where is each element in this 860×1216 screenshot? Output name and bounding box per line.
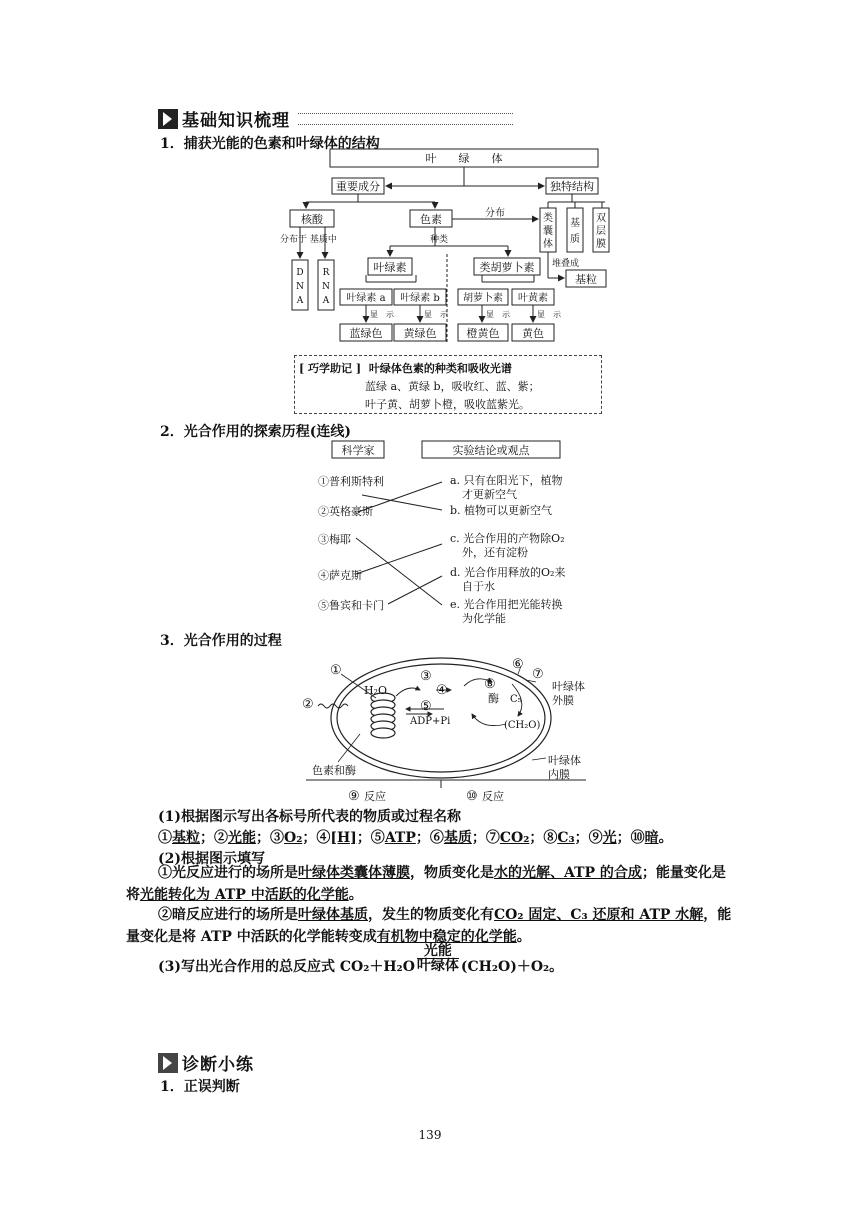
label-unique: 独特结构 <box>550 180 594 193</box>
conclusion-a-1: a. 只有在阳光下，植物 <box>450 474 563 487</box>
light-reaction-text: ①光反应进行的场所是叶绿体类囊体薄膜，物质变化是水的光解、ATP 的合成；能量变化是将光能转化为 ATP 中活跃的化学能。 <box>126 865 726 903</box>
conclusion-e-1: e. 光合作用把光能转换 <box>450 598 563 611</box>
ans-co2: CO₂ <box>499 830 530 846</box>
ans-stroma: 基质 <box>443 830 472 846</box>
label-c5: C₅ <box>510 694 522 705</box>
label-pigment: 色素 <box>420 213 442 226</box>
label-chla: 叶绿素 a <box>346 293 386 304</box>
label-n3: ③ <box>420 669 432 684</box>
label-n4: ④ <box>436 683 448 698</box>
scientist-1: ①普利斯特利 <box>318 475 384 488</box>
label-double-3: 膜 <box>596 239 606 250</box>
ans-c3: C₃ <box>557 830 575 846</box>
label-pigment-enzyme: 色素和酶 <box>312 764 356 777</box>
label-n10: ⑩ <box>466 789 478 804</box>
label-light-reaction: 反应 <box>364 790 386 803</box>
question-3 <box>158 942 564 978</box>
dark-matter: CO₂ 固定、C₃ 还原和 ATP 水解 <box>494 907 704 923</box>
light-matter: 水的光解、ATP 的合成 <box>494 865 642 881</box>
section-header-practice <box>158 1050 254 1075</box>
scientist-4: ④萨克斯 <box>318 569 362 582</box>
label-show-b: 显 示 <box>424 310 448 319</box>
label-show-a: 显 示 <box>370 310 394 319</box>
ans-light-energy: 光能 <box>228 830 256 846</box>
label-enzyme: 酶 <box>488 692 499 705</box>
chloroplast-structure-diagram <box>270 146 610 346</box>
dark-reaction-text: ②暗反应进行的场所是叶绿体基质，发生的物质变化有CO₂ 固定、C₃ 还原和 ATP 水解，能量变化是将 ATP 中活跃的化学能转变成有机物中稳定的化学能。 <box>126 907 732 945</box>
label-inner-2: 内膜 <box>548 768 570 781</box>
label-xanthophyll: 叶黄素 <box>518 293 548 304</box>
discovery-matching-diagram <box>312 440 587 630</box>
label-color-c: 橙黄色 <box>466 327 500 340</box>
ans-o2: O₂ <box>284 830 303 846</box>
label-important: 重要成分 <box>336 180 380 193</box>
section-header-basics <box>158 106 513 131</box>
label-thylakoid-3: 体 <box>543 239 553 250</box>
label-thylakoid-2: 囊 <box>543 226 553 237</box>
conclusion-d-2: 自于水 <box>462 580 495 593</box>
tip-line-1: 蓝绿 a、黄绿 b，吸收红、蓝、紫； <box>365 380 540 393</box>
label-n9: ⑨ <box>348 789 360 804</box>
label-h2o: H₂O <box>364 684 388 697</box>
label-type: 种类 <box>430 235 449 245</box>
label-n6: ⑥ <box>512 657 524 672</box>
label-outer-1: 叶绿体 <box>552 680 585 693</box>
scientist-2: ②英格豪斯 <box>318 505 373 518</box>
dark-energy: 有机物中稳定的化学能 <box>376 929 517 945</box>
ans-dark: 暗 <box>644 830 659 846</box>
label-inner-1: 叶绿体 <box>548 754 581 767</box>
label-dna-2: N <box>296 282 304 292</box>
label-rna-1: R <box>322 268 330 278</box>
tip-line-2: 叶子黄、胡萝卜橙，吸收蓝紫光。 <box>365 398 530 411</box>
label-stroma-1: 基 <box>570 218 580 229</box>
answer-1: ①基粒；②光能；③O₂；④[H]；⑤ATP；⑥基质；⑦CO₂；⑧C₃；⑨光；⑩暗。 <box>158 830 673 846</box>
label-color-a: 蓝绿色 <box>349 327 383 340</box>
condition-top: 光能 <box>423 942 452 959</box>
label-adp: ADP+Pi <box>410 716 451 727</box>
section-header-text-2: 诊断小练 <box>182 1055 254 1075</box>
ans-atp: ATP <box>384 830 416 846</box>
label-distribute: 分布 <box>485 208 505 219</box>
label-chlb: 叶绿素 b <box>400 293 440 304</box>
label-rna-3: A <box>322 296 330 306</box>
page-number: 139 <box>418 1128 442 1142</box>
equation-right: (CH₂O)＋O₂。 <box>460 959 564 975</box>
ans-light: 光 <box>602 830 617 846</box>
scientist-3: ③梅耶 <box>318 533 351 546</box>
label-show-c: 显 示 <box>486 310 510 319</box>
label-rna-2: N <box>322 282 330 292</box>
heading-2: 2．光合作用的探索历程(连线) <box>160 424 351 440</box>
equation-left: (3)写出光合作用的总反应式 CO₂＋H₂O <box>158 959 415 975</box>
photosynthesis-process-diagram <box>296 654 596 806</box>
label-n2: ② <box>302 697 314 712</box>
label-chlorophyll: 叶绿素 <box>373 261 407 274</box>
ans-granum: 基粒 <box>172 830 200 846</box>
pencil-icon <box>158 1053 178 1073</box>
label-root: 叶 绿 体 <box>425 152 503 165</box>
label-n8: ⑧ <box>484 677 496 692</box>
light-energy: 光能转化为 ATP 中活跃的化学能 <box>140 887 349 903</box>
heading-3: 3．光合作用的过程 <box>160 633 282 649</box>
label-n1: ① <box>330 663 342 678</box>
conclusion-e-2: 为化学能 <box>462 612 506 625</box>
label-color-d: 黄色 <box>522 327 544 340</box>
label-nucleic: 核酸 <box>301 213 323 226</box>
dark-site: 叶绿体基质 <box>298 907 368 923</box>
label-color-b: 黄绿色 <box>403 327 437 340</box>
tip-label: [ 巧学助记 ] <box>299 362 362 375</box>
label-show-d: 显 示 <box>537 310 561 319</box>
section-header-text: 基础知识梳理 <box>182 111 290 131</box>
conclusion-a-2: 才更新空气 <box>462 488 517 501</box>
label-dark-reaction: 反应 <box>482 790 504 803</box>
conclusion-header: 实验结论或观点 <box>452 444 530 457</box>
question-1: (1)根据图示写出各标号所代表的物质或过程名称 <box>158 809 461 825</box>
label-double-2: 层 <box>596 226 606 237</box>
tip-title: 叶绿体色素的种类和吸收光谱 <box>368 362 512 375</box>
scientist-5: ⑤鲁宾和卡门 <box>318 599 384 612</box>
label-ch2o: (CH₂O) <box>504 720 541 731</box>
match-line-1a <box>362 495 442 510</box>
conclusion-c-2: 外，还有淀粉 <box>462 546 528 559</box>
label-carotenoid: 类胡萝卜素 <box>479 261 535 274</box>
reaction-condition <box>416 942 459 974</box>
label-double-1: 双 <box>596 213 606 224</box>
light-site: 叶绿体类囊体薄膜 <box>298 865 410 881</box>
conclusion-b: b. 植物可以更新空气 <box>450 504 553 517</box>
label-matrix-note: 分布于 基质中 <box>280 235 337 245</box>
heading-4: 1．正误判断 <box>160 1079 240 1095</box>
header-dots <box>298 113 513 125</box>
condition-bottom: 叶绿体 <box>416 957 459 974</box>
scientist-header: 科学家 <box>341 444 375 457</box>
match-line-5d <box>388 576 442 604</box>
label-n5: ⑤ <box>420 699 432 714</box>
label-stack: 堆叠成 <box>552 259 580 269</box>
heading-1: 1．捕获光能的色素和叶绿体的结构 <box>160 136 380 152</box>
label-thylakoid-1: 类 <box>543 213 553 224</box>
memory-tip-box <box>294 355 602 414</box>
conclusion-c-1: c. 光合作用的产物除O₂ <box>450 532 565 545</box>
label-carotene: 胡萝卜素 <box>463 293 503 304</box>
ans-h: [H] <box>330 830 357 846</box>
arrow-icon <box>158 109 178 129</box>
label-granum: 基粒 <box>575 273 597 286</box>
label-n7: ⑦ <box>532 667 544 682</box>
label-outer-2: 外膜 <box>552 694 574 707</box>
question-2: (2)根据图示填写 <box>158 851 265 867</box>
label-dna-1: D <box>296 268 304 278</box>
box-stroma <box>567 208 583 252</box>
conclusion-d-1: d. 光合作用释放的O₂来 <box>450 566 566 579</box>
label-stroma-2: 质 <box>570 234 580 245</box>
label-dna-3: A <box>296 296 304 306</box>
